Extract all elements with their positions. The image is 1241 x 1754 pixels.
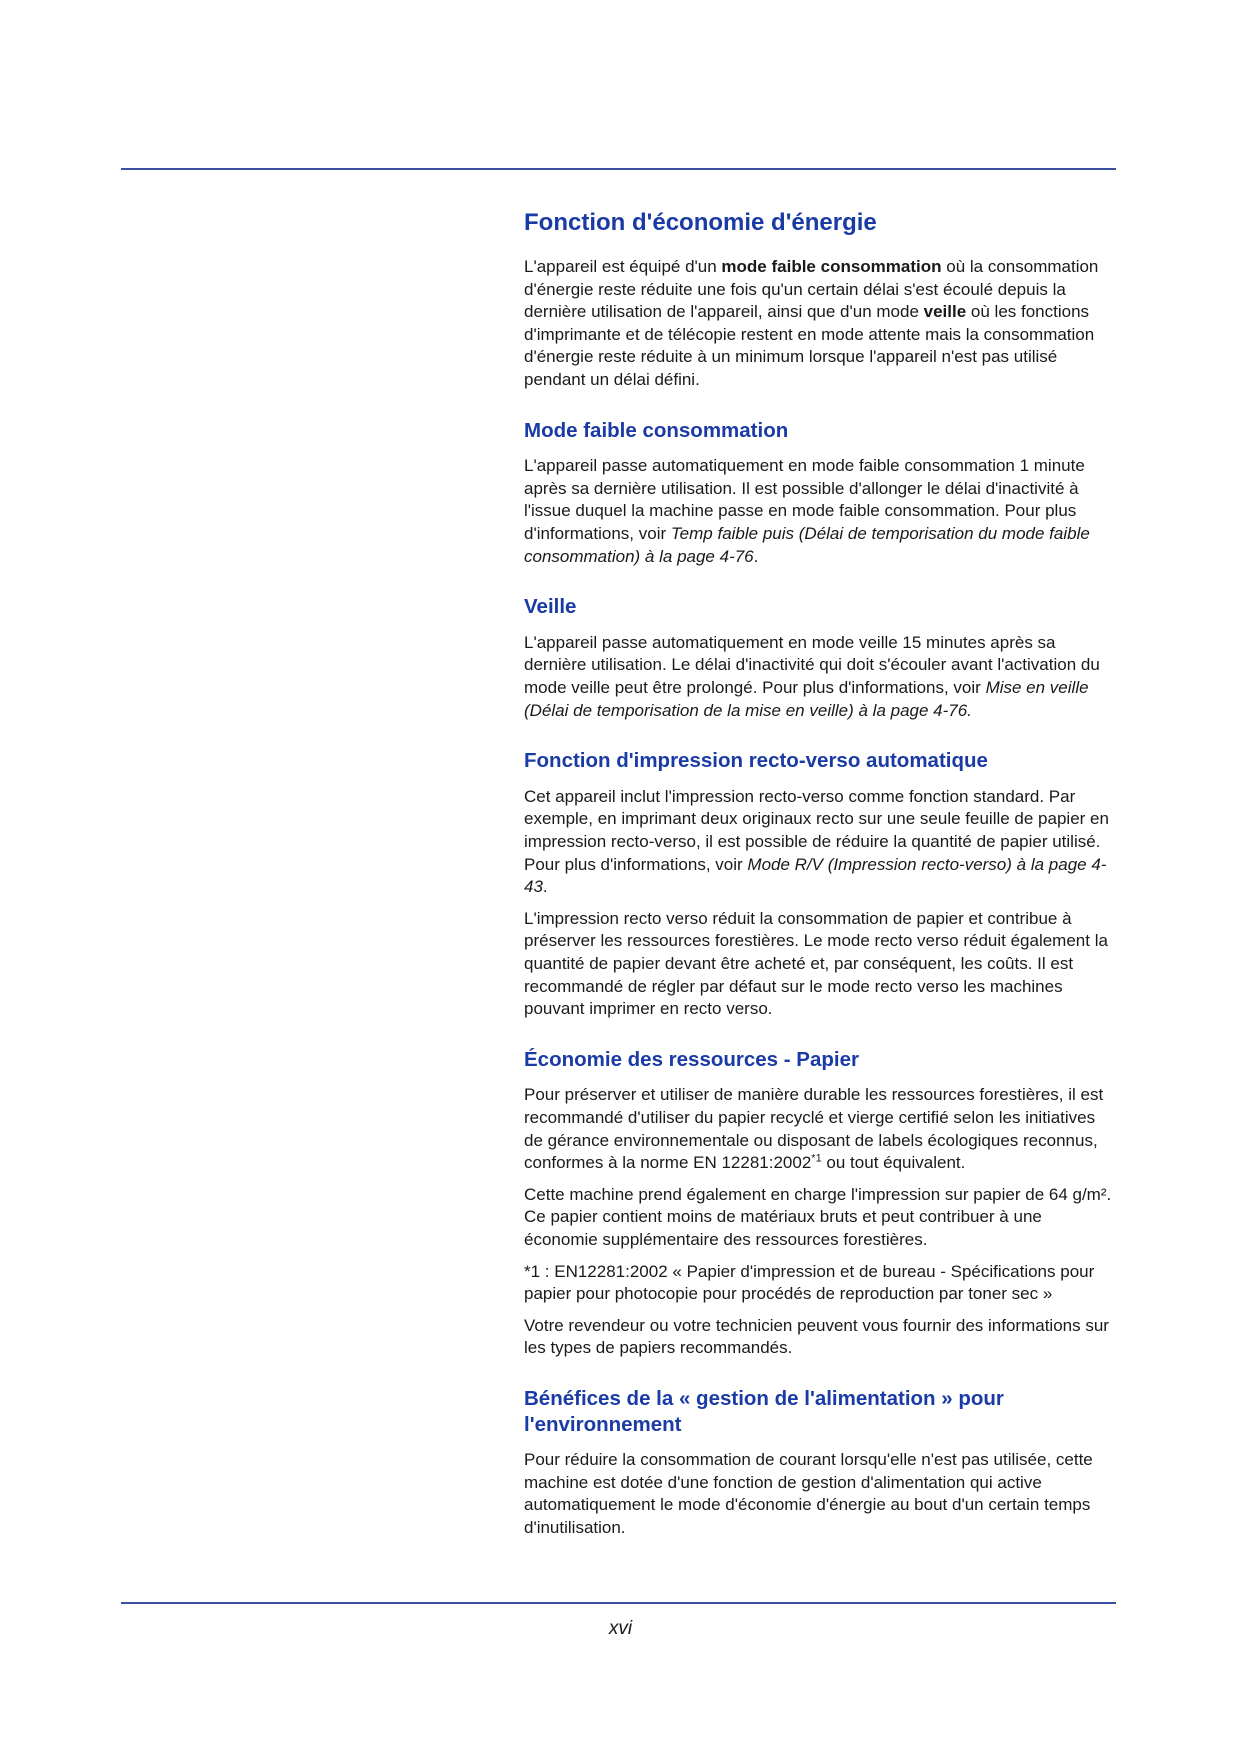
- low-power-paragraph: L'appareil passe automatiquement en mode faible consommation 1 minute après sa dernière utilisation. Il est possible d'allonger le délai d'inactivité à l'issue duquel la machine passe en mode faible consommation. Pour plus d'informations, voir Temp faible puis (Délai de temporisation du mode faible consommation) à la page 4-76.: [524, 456, 1090, 566]
- sleep-reference: Mise en veille (Délai de temporisation de la mise en veille) à la page 4-76.: [524, 677, 1089, 720]
- duplex-reference: Mode R/V (Impression recto-verso) à la page 4-43: [524, 854, 1107, 897]
- paper-footnote: *1 : EN12281:2002 « Papier d'impression et de bureau - Spécifications pour papier pour photocopie pour procédés de reproduction par toner sec »: [524, 1261, 1095, 1304]
- power-management-paragraph: Pour réduire la consommation de courant lorsqu'elle n'est pas utilisée, cette machine est dotée d'une fonction de gestion d'alimentation qui active automatiquement le mode d'économie d'énergie au bout d'un certain temps d'inutilisation.: [524, 1450, 1093, 1537]
- paper-paragraph-4: Votre revendeur ou votre technicien peuvent vous fournir des informations sur les types de papiers recommandés.: [524, 1315, 1109, 1358]
- section-heading-paper: Économie des ressources - Papier: [524, 1047, 859, 1071]
- section-heading-low-power: Mode faible consommation: [524, 418, 789, 442]
- header-rule: [121, 168, 1116, 170]
- duplex-paragraph-1: Cet appareil inclut l'impression recto-verso comme fonction standard. Par exemple, en imprimant deux originaux recto sur une seule feuille de papier en impression recto-verso, il est possible de réduire la quantité de papier utilisé. Pour plus d'informations, voir Mode R/V (Impression recto-verso) à la page 4-43.: [524, 786, 1109, 897]
- sleep-paragraph: L'appareil passe automatiquement en mode veille 15 minutes après sa dernière utilisation. Le délai d'inactivité qui doit s'écouler avant l'activation du mode veille peut être prolongé. Pour plus d'informations, voir Mise en veille (Délai de temporisation de la mise en veille) à la page 4-76.: [524, 632, 1100, 720]
- footer-rule: [121, 1602, 1116, 1604]
- footnote-marker: *1: [811, 1152, 822, 1165]
- page-title: Fonction d'économie d'énergie: [524, 209, 877, 236]
- section-heading-sleep: Veille: [524, 595, 577, 619]
- paper-paragraph-1: Pour préserver et utiliser de manière durable les ressources forestières, il est recommandé d'utiliser du papier recyclé et vierge certifié selon les initiatives de gérance environnementale ou disposant de labels écologiques reconnus, conformes à la norme EN 12281:2002$^{*1}$ ou tout équivalent.: [524, 1085, 1104, 1173]
- section-heading-duplex: Fonction d'impression recto-verso automatique: [524, 749, 988, 773]
- paper-paragraph-2: Cette machine prend également en charge l'impression sur papier de 64 g/m². Ce papier contient moins de matériaux bruts et peut contribuer à une économie supplémentaire des ressources forestières.: [524, 1184, 1112, 1249]
- page-number: xvi: [608, 1618, 633, 1639]
- duplex-paragraph-2: L'impression recto verso réduit la consommation de papier et contribue à préserver les ressources forestières. Le mode recto verso réduit également la quantité de papier devant être acheté et, par conséquent, les coûts. Il est recommandé de régler par défaut sur le mode recto verso les machines pouvant imprimer en recto verso.: [524, 908, 1108, 1019]
- low-power-reference: Temp faible puis (Délai de temporisation du mode faible consommation) à la page 4-76: [524, 523, 1090, 566]
- intro-paragraph: L'appareil est équipé d'un mode faible consommation où la consommation d'énergie reste réduite une fois qu'un certain délai s'est écoulé depuis la dernière utilisation de l'appareil, ainsi que d'un mode veille où les fonctions d'imprimante et de télécopie restent en mode attente mais la consommation d'énergie reste réduite à un minimum lorsque l'appareil n'est pas utilisé pendant un délai défini.: [524, 257, 1099, 389]
- section-heading-power-management: Bénéfices de la « gestion de l'alimentation » pour l'environnement: [524, 1386, 1004, 1436]
- page-content: [524, 208, 1118, 1549]
